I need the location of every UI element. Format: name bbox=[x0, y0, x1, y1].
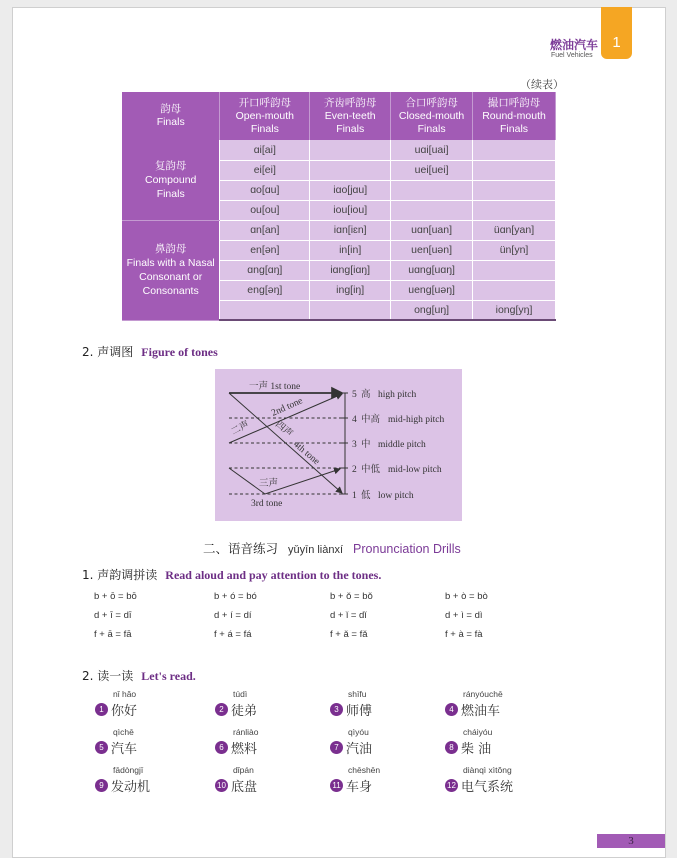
table-cell: ou[ou] bbox=[220, 200, 310, 220]
pitch-level-1: 1 低 low pitch bbox=[352, 491, 414, 501]
vocab-pinyin: nǐ hǎo bbox=[113, 689, 137, 699]
table-cell: uɑi[uai] bbox=[391, 140, 473, 160]
syllable-equation: b + ò = bò bbox=[445, 591, 488, 602]
table-cell: uɑn[uan] bbox=[391, 220, 473, 240]
table-cell: ün[yn] bbox=[473, 240, 556, 260]
syllable-equation: b + ǒ = bǒ bbox=[330, 591, 373, 602]
vocab-pinyin: ránliào bbox=[233, 727, 259, 737]
vocab-pinyin: cháiyóu bbox=[463, 727, 493, 737]
table-cell: iɑo[jɑu] bbox=[310, 180, 391, 200]
syllable-equation: d + ì = dì bbox=[445, 610, 483, 621]
table-cell: ei[ei] bbox=[220, 160, 310, 180]
vocab-hanzi: 电气系统 bbox=[461, 780, 514, 795]
vocab-number-badge: 10 bbox=[215, 779, 228, 792]
vocab-pinyin: rányóuchē bbox=[463, 689, 503, 699]
header-round-mouth: 撮口呼韵母 Round-mouth Finals bbox=[473, 92, 556, 140]
table-cell bbox=[473, 260, 556, 280]
vocab-number-badge: 7 bbox=[330, 741, 343, 754]
table-cell: ɑi[ai] bbox=[220, 140, 310, 160]
table-cell: iɑng[iɑŋ] bbox=[310, 260, 391, 280]
chapter-title: 燃油汽车 bbox=[550, 38, 599, 52]
vocab-hanzi: 燃料 bbox=[231, 742, 258, 757]
syllable-equation: b + ō = bō bbox=[94, 591, 137, 602]
table-cell: eng[əŋ] bbox=[220, 280, 310, 300]
tone3-line bbox=[229, 468, 340, 494]
vocab-hanzi: 发动机 bbox=[111, 780, 151, 795]
table-cell bbox=[310, 160, 391, 180]
table-row bbox=[122, 220, 556, 240]
vocab-number-badge: 9 bbox=[95, 779, 108, 792]
drills-heading: 二、语音练习 yǔyīn liànxí Pronunciation Drills bbox=[203, 541, 461, 556]
pitch-level-3: 3 中 middle pitch bbox=[352, 440, 426, 450]
vocab-pinyin: túdì bbox=[233, 689, 248, 699]
vocab-number-badge: 4 bbox=[445, 703, 458, 716]
page-number: 3 bbox=[597, 834, 665, 848]
vocab-pinyin: qìyóu bbox=[348, 727, 369, 737]
syllable-equation: d + ī = dī bbox=[94, 610, 132, 621]
vocab-number-badge: 11 bbox=[330, 779, 343, 792]
table-cell bbox=[391, 200, 473, 220]
vocab-hanzi: 燃油车 bbox=[461, 704, 501, 719]
vocab-hanzi: 汽车 bbox=[111, 742, 138, 757]
tone4-en-label: 4th tone bbox=[291, 439, 322, 468]
table-cell bbox=[473, 280, 556, 300]
table-header-row bbox=[122, 92, 556, 140]
syllable-equation: f + à = fà bbox=[445, 629, 483, 640]
table-cell bbox=[391, 180, 473, 200]
vocab-number-badge: 6 bbox=[215, 741, 228, 754]
header-closed-mouth: 合口呼韵母 Closed-mouth Finals bbox=[391, 92, 473, 140]
pitch-level-2: 2 中低 mid-low pitch bbox=[352, 465, 442, 475]
tone3-zh-label: 三声 bbox=[259, 479, 279, 489]
continued-label: （续表） bbox=[520, 78, 564, 91]
section-tones-heading: 2. 声调图 Figure of tones bbox=[82, 345, 218, 359]
table-row bbox=[122, 140, 556, 160]
syllable-equation: f + ǎ = fǎ bbox=[330, 629, 368, 640]
vocab-pinyin: chēshēn bbox=[348, 765, 381, 775]
table-cell: uei[uei] bbox=[391, 160, 473, 180]
tone3-en-label: 3rd tone bbox=[251, 499, 283, 509]
finals-table bbox=[122, 92, 556, 321]
vocab-pinyin: dǐpán bbox=[233, 765, 254, 775]
table-cell bbox=[473, 140, 556, 160]
vocab-pinyin: fādòngjī bbox=[113, 765, 144, 775]
pitch-level-5: 5 高 high pitch bbox=[352, 390, 417, 400]
vocab-number-badge: 1 bbox=[95, 703, 108, 716]
table-cell: iɑn[iɛn] bbox=[310, 220, 391, 240]
tone-diagram-svg bbox=[215, 369, 462, 521]
table-cell: ɑng[ɑŋ] bbox=[220, 260, 310, 280]
table-cell: ong[uŋ] bbox=[391, 300, 473, 320]
section-lets-read-heading: 2. 读一读 Let's read. bbox=[82, 669, 196, 683]
table-cell: in[in] bbox=[310, 240, 391, 260]
table-cell bbox=[310, 140, 391, 160]
header-open-mouth: 开口呼韵母 Open-mouth Finals bbox=[220, 92, 310, 140]
vocab-hanzi: 汽油 bbox=[346, 742, 373, 757]
table-cell bbox=[310, 300, 391, 320]
vocab-pinyin: shīfu bbox=[348, 689, 367, 699]
vocab-number-badge: 8 bbox=[445, 741, 458, 754]
vocab-hanzi: 你好 bbox=[111, 704, 138, 719]
section-read-aloud-heading: 1. 声韵调拼读 Read aloud and pay attention to the tones. bbox=[82, 568, 382, 582]
tone-diagram bbox=[215, 369, 462, 521]
table-cell bbox=[473, 180, 556, 200]
table-cell: iong[yŋ] bbox=[473, 300, 556, 320]
vocab-number-badge: 2 bbox=[215, 703, 228, 716]
table-cell: uɑng[uɑŋ] bbox=[391, 260, 473, 280]
table-cell: ɑn[an] bbox=[220, 220, 310, 240]
vocab-pinyin: qìchē bbox=[113, 727, 134, 737]
header-finals: 韵母 Finals bbox=[122, 92, 220, 140]
vocab-number-badge: 3 bbox=[330, 703, 343, 716]
chapter-number-tab: 1 bbox=[601, 7, 632, 59]
vocab-number-badge: 12 bbox=[445, 779, 458, 792]
row-header-compound-finals: 复韵母 Compound Finals bbox=[122, 140, 220, 220]
vocab-pinyin: diànqì xìtǒng bbox=[463, 765, 512, 775]
tone2-zh-label: 二声 bbox=[229, 419, 252, 438]
syllable-equation: d + í = dí bbox=[214, 610, 252, 621]
table-cell: en[ən] bbox=[220, 240, 310, 260]
syllable-equation: d + ǐ = dǐ bbox=[330, 610, 367, 621]
table-cell bbox=[473, 200, 556, 220]
row-header-nasal-finals: 鼻韵母 Finals with a Nasal Consonant or Consonants bbox=[122, 220, 220, 320]
chapter-subtitle: Fuel Vehicles bbox=[551, 52, 593, 59]
table-cell bbox=[473, 160, 556, 180]
header-even-teeth: 齐齿呼韵母 Even-teeth Finals bbox=[310, 92, 391, 140]
vocab-number-badge: 5 bbox=[95, 741, 108, 754]
table-cell: ing[iŋ] bbox=[310, 280, 391, 300]
syllable-equation: f + ā = fā bbox=[94, 629, 132, 640]
syllable-equation: b + ó = bó bbox=[214, 591, 257, 602]
table-cell bbox=[220, 300, 310, 320]
tone4-zh-label: 四声 bbox=[273, 419, 295, 440]
table-cell: ɑo[ɑu] bbox=[220, 180, 310, 200]
table-cell: üɑn[yan] bbox=[473, 220, 556, 240]
table-cell: ueng[uəŋ] bbox=[391, 280, 473, 300]
tone1-label: 一声 1st tone bbox=[249, 382, 301, 392]
vocab-hanzi: 徒弟 bbox=[231, 704, 258, 719]
tone2-en-label: 2nd tone bbox=[270, 396, 305, 419]
table-cell: iou[iou] bbox=[310, 200, 391, 220]
table-cell: uen[uən] bbox=[391, 240, 473, 260]
vocab-hanzi: 底盘 bbox=[231, 780, 258, 795]
syllable-equation: f + á = fá bbox=[214, 629, 252, 640]
vocab-hanzi: 车身 bbox=[346, 780, 373, 795]
vocab-hanzi: 师傅 bbox=[346, 704, 373, 719]
vocab-hanzi: 柴 油 bbox=[461, 742, 492, 757]
pitch-level-4: 4 中高 mid-high pitch bbox=[352, 415, 445, 425]
